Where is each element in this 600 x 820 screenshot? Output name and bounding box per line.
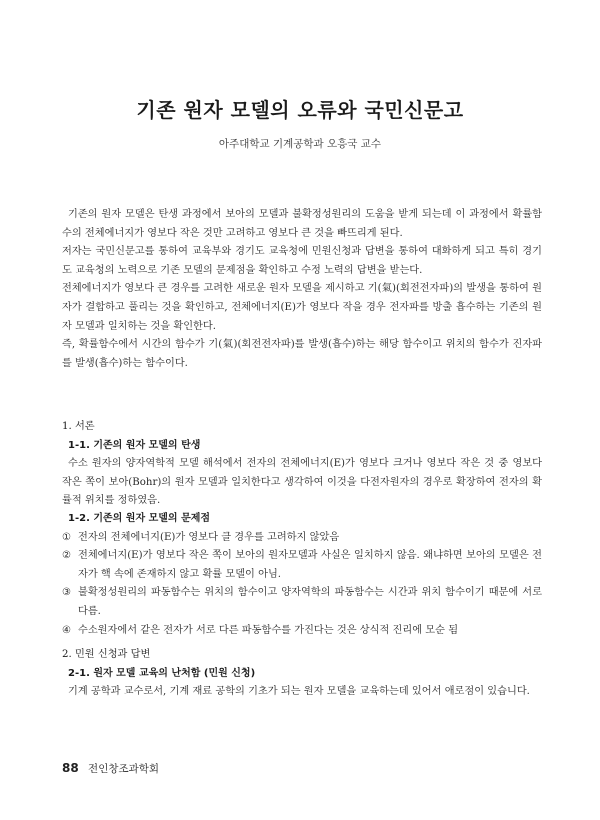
subsection-heading: 1-1. 기존의 원자 모델의 탄생 [68, 439, 201, 451]
list-item [62, 547, 542, 584]
list-item-text: 불확정성원리의 파동함수는 위치의 함수이고 양자역학의 파동함수는 시간과 위치 함수이기 때문에 서로 다름. [78, 587, 542, 617]
subsection-heading: 1-2. 기존의 원자 모델의 문제점 [68, 513, 211, 524]
abstract-paragraph: 전체에너지가 영보다 큰 경우를 고려한 새로운 원자 모델을 제시하고 기(氣)(회전전자파)의 발생을 통하여 원자가 결합하고 풀리는 것을 확인하고, 전체에너지(E)가 영보다 작을 경우 전자파를 방출 흡수하는 기존의 원자 모델과 일치하는 것을 확인한다. [62, 283, 542, 332]
section-2 [62, 646, 542, 702]
section-heading: 2. 민원 신청과 답변 [62, 649, 151, 660]
abstract [62, 206, 542, 373]
list-marker: ④ [62, 624, 72, 636]
abstract-paragraph: 저자는 국민신문고를 통하여 교육부와 경기도 교육청에 민원신청과 답변을 통하여 대화하게 되고 특히 경기도 교육청의 노력으로 기존 모델의 문제점을 확인하고 수정 노력의 답변을 받는다. [62, 246, 542, 276]
list-marker: ① [62, 531, 72, 543]
list-marker: ② [62, 550, 72, 562]
problem-list [62, 529, 542, 641]
list-item [62, 584, 542, 621]
author-line: 아주대학교 기계공학과 오흥국 교수 [218, 138, 382, 150]
article-title: 기존 원자 모델의 오류와 국민신문고 [136, 98, 464, 122]
abstract-paragraph: 기존의 원자 모델은 탄생 과정에서 보아의 모델과 불확정성원리의 도움을 받게 되는데 이 과정에서 확률함수의 전체에너지가 영보다 작은 것만 고려하고 영보다 큰 것을 빠뜨리게 된다. [62, 209, 542, 239]
publisher-name: 전인창조과학회 [88, 763, 160, 775]
subsection-heading: 2-1. 원자 모델 교육의 난처함 (민원 신청) [68, 667, 256, 679]
section-1-2 [62, 510, 542, 640]
section-heading: 1. 서론 [62, 421, 95, 432]
list-item-text: 전체에너지(E)가 영보다 작은 쪽이 보아의 원자모델과 사실은 일치하지 않음. 왜냐하면 보아의 모델은 전자가 핵 속에 존재하지 않고 확률 모델이 아님. [78, 550, 542, 580]
page-number: 88 [62, 761, 79, 775]
list-item-text: 전자의 전체에너지(E)가 영보다 클 경우를 고려하지 않았음 [78, 531, 340, 543]
list-item-text: 수소원자에서 같은 전자가 서로 다른 파동함수를 가진다는 것은 상식적 진리에 모순 됨 [78, 624, 459, 636]
page-footer [62, 761, 159, 776]
list-item [62, 622, 542, 641]
list-marker: ③ [62, 587, 72, 599]
subsection-text: 기계 공학과 교수로서, 기계 재료 공학의 기초가 되는 원자 모델을 교육하는데 있어서 애로점이 있습니다. [68, 686, 530, 698]
section-1 [62, 418, 542, 511]
subsection-text: 수소 원자의 양자역학적 모델 해석에서 전자의 전체에너지(E)가 영보다 크거나 영보다 작은 것 중 영보다 작은 쪽이 보아(Bohr)의 원자 모델과 일치한다고 생각하여 이것을 다전자원자의 경우로 확장하여 전자의 확률적 위치를 정하였음. [62, 458, 542, 507]
abstract-paragraph: 즉, 확률함수에서 시간의 함수가 기(氣)(회전전자파)를 발생(흡수)하는 해당 함수이고 위치의 함수가 진자파를 발생(흡수)하는 함수이다. [62, 339, 542, 369]
list-item [62, 529, 542, 548]
